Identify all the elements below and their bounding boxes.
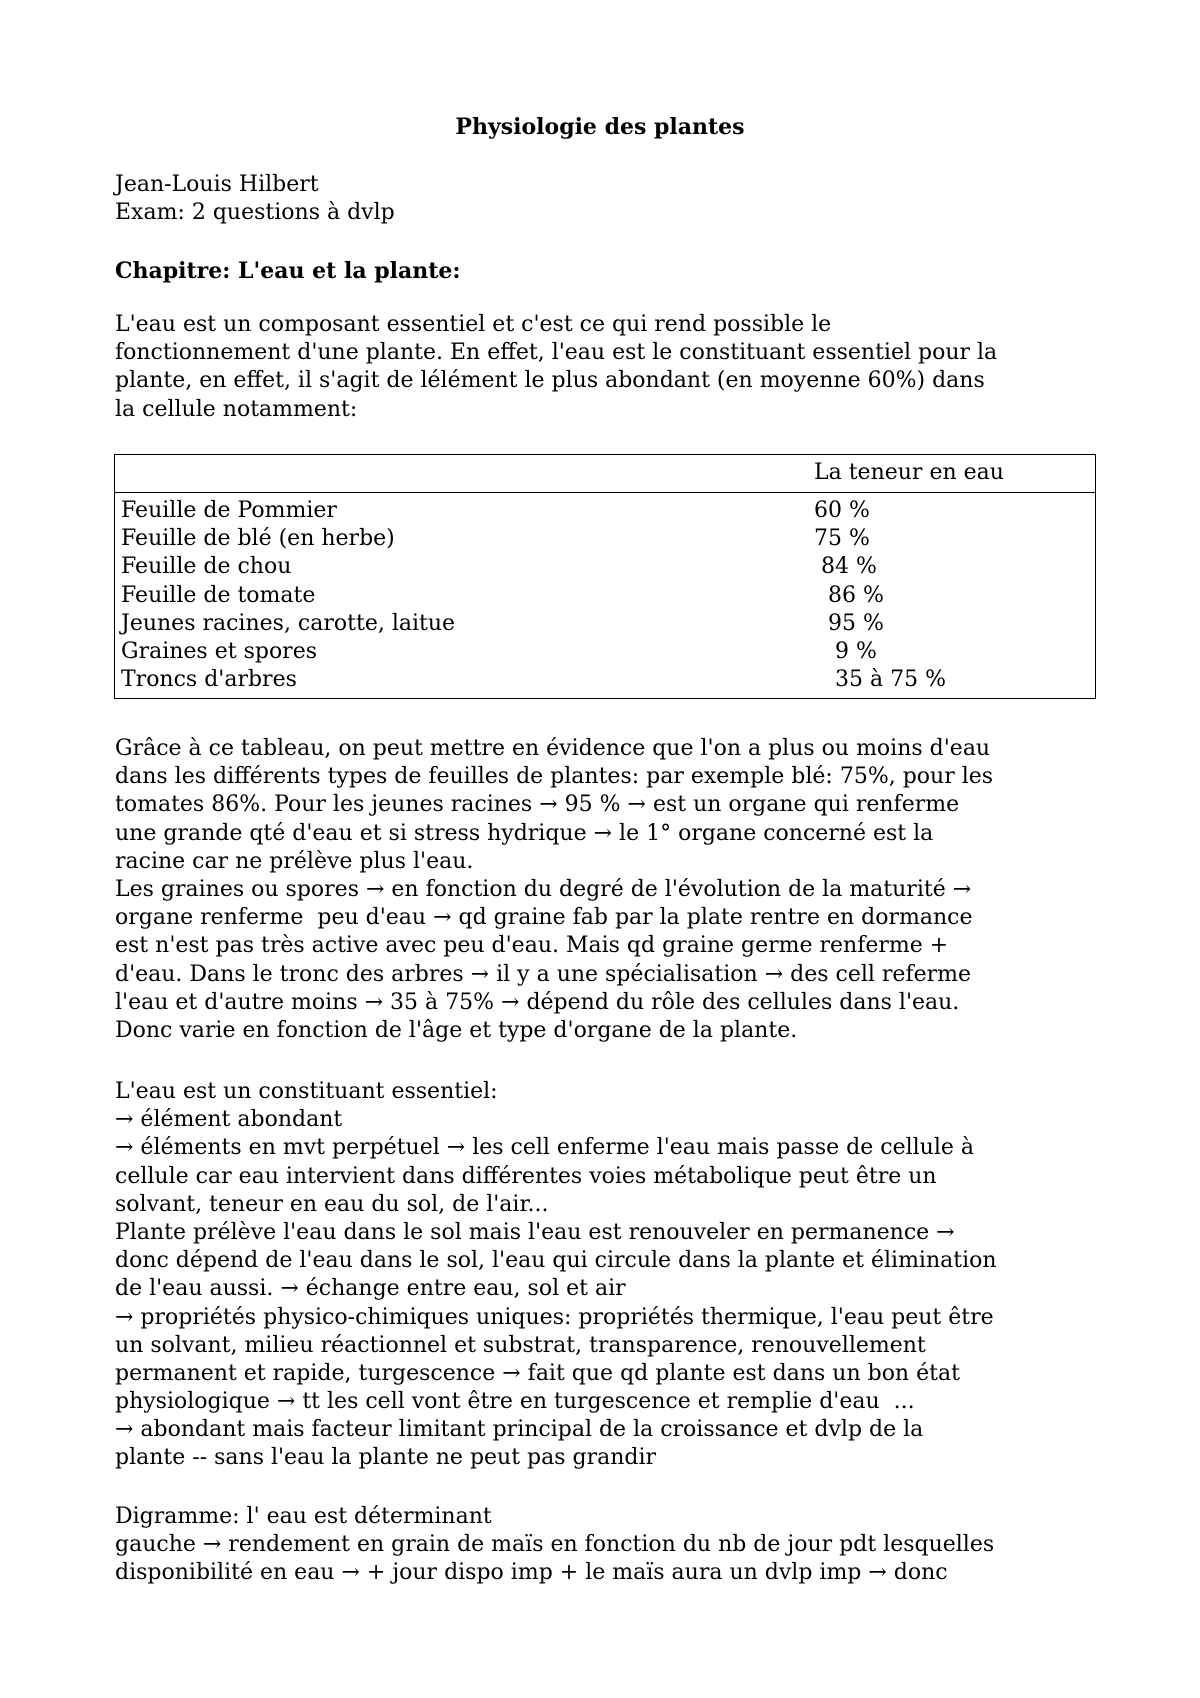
diagram-paragraph [115,1503,1095,1588]
paragraph-line: racine car ne prélève plus l'eau. [115,848,474,874]
value-text: 35 à 75 % [834,667,946,693]
table-header-empty [115,455,815,493]
paragraph-line: gauche → rendement en grain de maïs en fonction du nb de jour pdt lesquelles [115,1532,995,1558]
constituent-paragraph [115,1078,1095,1473]
paragraph-line: la cellule notamment: [115,396,358,422]
paragraph-line: L'eau est un composant essentiel et c'est ce qui rend possible le [115,312,832,337]
paragraph-line: d'eau. Dans le tronc des arbres → il y a une spécialisation → des cell referme [115,961,972,987]
table-row [115,638,1096,666]
table-cell-item: Jeunes racines, carotte, laitue [121,610,456,636]
paragraph-line: Donc varie en fonction de l'âge et type d'organe de la plante. [115,1017,798,1043]
value-text: 95 % [828,610,884,636]
value-pad [814,639,835,664]
value-text: 86 % [828,582,884,608]
table-cell-item: Feuille de Pommier [121,498,337,523]
paragraph-line: cellule car eau intervient dans différentes voies métabolique peut être un [115,1163,937,1189]
table-row [115,610,1096,638]
paragraph-line: → propriétés physico-chimiques uniques: propriétés thermique, l'eau peut être [115,1304,994,1330]
paragraph-line: Les graines ou spores → en fonction du degré de l'évolution de la maturité → [115,876,972,902]
value-text: 60 % [814,498,870,523]
paragraph-line: est n'est pas très active avec peu d'eau. Mais qd graine germe renferme + [115,933,949,959]
paragraph-line: plante, en effet, il s'agit de lélément le plus abondant (en moyenne 60%) dans [115,368,985,394]
value-pad [814,667,835,692]
paragraph-line: → élément abondant [115,1107,343,1133]
value-pad [814,583,828,608]
paragraph-line: solvant, teneur en eau du sol, de l'air... [115,1191,549,1217]
paragraph-line: fonctionnement d'une plante. En effet, l'eau est le constituant essentiel pour la [115,340,998,366]
paragraph-line: physiologique → tt les cell vont être en turgescence et remplie d'eau ... [115,1389,915,1415]
table-cell-item: Feuille de chou [121,554,292,580]
author-block [115,171,1095,227]
chapter-heading-block [115,257,1095,285]
table-header-water-content: La teneur en eau [814,455,1096,493]
paragraph-line: disponibilité en eau → + jour dispo imp + le maïs aura un dvlp imp → donc [115,1560,948,1586]
paragraph-line: une grande qté d'eau et si stress hydrique → le 1° organe concerné est la [115,820,934,846]
value-text: 84 % [821,554,877,580]
chapter-heading: Chapitre: L'eau et la plante: [115,258,461,284]
table-cell-item: Troncs d'arbres [121,667,297,693]
paragraph-line: de l'eau aussi. → échange entre eau, sol et air [115,1276,626,1302]
value-text: 75 % [814,526,870,552]
value-pad [814,554,821,579]
table-row [115,525,1096,553]
table-cell-value [814,553,1096,581]
table-cell-item: Feuille de tomate [121,582,316,608]
intro-paragraph [115,311,1095,424]
value-pad [814,611,828,636]
paragraph-line: → éléments en mvt perpétuel → les cell enferme l'eau mais passe de cellule à [115,1135,974,1161]
table-row [115,493,1096,526]
paragraph-line: plante -- sans l'eau la plante ne peut pas grandir [115,1445,657,1471]
analysis-paragraph [115,735,1095,1045]
paragraph-line: Grâce à ce tableau, on peut mettre en évidence que l'on a plus ou moins d'eau [115,736,991,761]
document-title: Physiologie des plantes [455,114,745,140]
table-header-row [115,455,1096,493]
table-cell-value [814,582,1096,610]
table-cell-value [814,666,1096,699]
paragraph-line: l'eau et d'autre moins → 35 à 75% → dépend du rôle des cellules dans l'eau. [115,989,960,1015]
paragraph-line: donc dépend de l'eau dans le sol, l'eau qui circule dans la plante et élimination [115,1248,997,1274]
table-row [115,666,1096,699]
table-cell-value [814,493,1096,526]
table-row [115,553,1096,581]
paragraph-line: tomates 86%. Pour les jeunes racines → 95 % → est un organe qui renferme [115,792,960,818]
paragraph-line: → abondant mais facteur limitant principal de la croissance et dvlp de la [115,1417,924,1443]
author-name: Jean-Louis Hilbert [115,172,319,197]
water-content-table [114,454,1096,699]
paragraph-line: L'eau est un constituant essentiel: [115,1079,498,1104]
table-cell-item: Graines et spores [121,639,318,665]
table-cell-item: Feuille de blé (en herbe) [121,526,395,552]
paragraph-line: un solvant, milieu réactionnel et substrat, transparence, renouvellement [115,1332,926,1358]
paragraph-line: Digramme: l' eau est déterminant [115,1504,492,1529]
exam-info: Exam: 2 questions à dvlp [115,200,395,226]
paragraph-line: permanent et rapide, turgescence → fait que qd plante est dans un bon état [115,1360,960,1386]
paragraph-line: Plante prélève l'eau dans le sol mais l'eau est renouveler en permanence → [115,1219,955,1245]
paragraph-line: dans les différents types de feuilles de plantes: par exemple blé: 75%, pour les [115,764,994,790]
table-row [115,582,1096,610]
table-cell-value [814,610,1096,638]
table-cell-value [814,638,1096,666]
paragraph-line: organe renferme peu d'eau → qd graine fab par la plate rentre en dormance [115,905,973,931]
value-text: 9 % [834,639,877,665]
table-cell-value [814,525,1096,553]
